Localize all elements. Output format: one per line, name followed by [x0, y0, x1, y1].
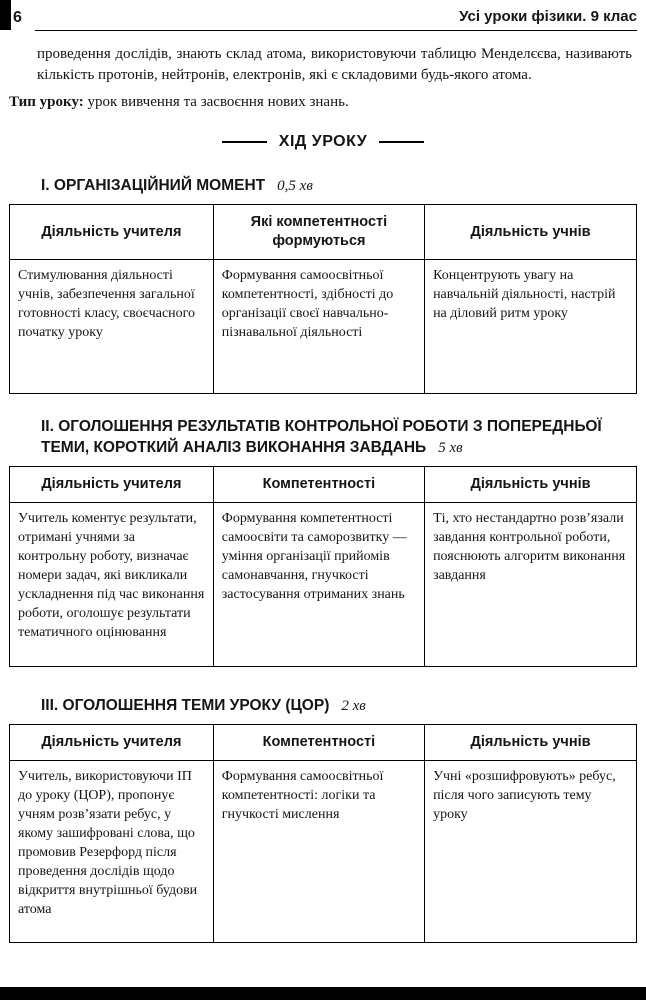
students-activity-cell: Концентрують увагу на навчальній діяльності, настрій на діловий ритм уроку — [425, 260, 637, 394]
column-header-competences: Які компетентності формуються — [213, 205, 424, 260]
column-header-teacher: Діяльність учителя — [10, 205, 214, 260]
section-title: І. ОРГАНІЗАЦІЙНИЙ МОМЕНТ — [41, 177, 266, 194]
lesson-flow-title: ХІД УРОКУ — [278, 133, 368, 150]
section-duration: 0,5 хв — [277, 178, 313, 194]
teacher-activity-cell: Учитель коментує результати, отримані учнями за контрольну роботу, визначає номери задач, які викликали ускладнення під час виконання роботи, оголошує результати тематичного оцінювання — [10, 503, 214, 667]
teacher-activity-cell: Учитель, використовуючи ІП до уроку (ЦОР), пропонує учням розв’язати ребус, у якому зашифровані слова, що промовив Резерфорд після проведення дослідів щодо відкриття внутрішньої будови атома — [10, 761, 214, 943]
section-test-results — [9, 416, 637, 667]
competences-cell: Формування компетентності самоосвіти та саморозвитку — уміння організації прийомів самонавчання, гнучкості застосування отриманих знань — [213, 503, 424, 667]
section-duration: 5 хв — [438, 440, 463, 456]
students-activity-cell: Ті, хто нестандартно розв’язали завдання контрольної роботи, пояснюють алгоритм виконання завдання — [425, 503, 637, 667]
competences-cell: Формування самоосвітньої компетентності: логіки та гнучкості мислення — [213, 761, 424, 943]
competences-cell: Формування самоосвітньої компетентності, здібності до організації своєї навчально-пізнавальної діяльності — [213, 260, 424, 394]
header-rule — [35, 8, 637, 31]
table-header-row — [10, 467, 637, 503]
intro-paragraph: проведення дослідів, знають склад атома, використовуючи таблицю Менделєєва, називають кількість протонів, нейтронів, електронів, які є складовими будь-якого атома. — [37, 46, 632, 83]
column-header-students: Діяльність учнів — [425, 205, 637, 260]
section-heading — [41, 695, 607, 717]
section-heading — [41, 416, 607, 459]
section-title: ІІ. ОГОЛОШЕННЯ РЕЗУЛЬТАТІВ КОНТРОЛЬНОЇ РОБОТИ З ПОПЕРЕДНЬОЇ ТЕМИ, КОРОТКИЙ АНАЛІЗ ВИКОНАННЯ ЗАВДАНЬ — [41, 418, 602, 456]
column-header-students: Діяльність учнів — [425, 725, 637, 761]
page-header — [0, 0, 646, 31]
column-header-competences: Компетентності — [213, 467, 424, 503]
table-row — [10, 260, 637, 394]
students-activity-cell: Учні «розшифровують» ребус, після чого записують тему уроку — [425, 761, 637, 943]
column-header-teacher: Діяльність учителя — [10, 467, 214, 503]
section-topic-announcement — [9, 695, 637, 943]
page-content — [0, 44, 646, 943]
lesson-type-line — [9, 92, 632, 113]
scan-edge-mark — [0, 0, 11, 30]
scan-bottom-bar — [0, 987, 646, 1000]
heading-rule-left — [222, 141, 267, 143]
table-header-row — [10, 725, 637, 761]
section-duration: 2 хв — [341, 698, 366, 714]
lesson-flow-heading — [9, 133, 637, 151]
running-title: Усі уроки фізики. 9 клас — [459, 8, 637, 25]
table-row — [10, 761, 637, 943]
page-number: 6 — [13, 9, 22, 26]
lesson-table — [9, 204, 637, 394]
lesson-type-label: Тип уроку: — [9, 94, 84, 110]
table-header-row — [10, 205, 637, 260]
table-row — [10, 503, 637, 667]
section-heading — [41, 175, 607, 197]
section-title: ІІІ. ОГОЛОШЕННЯ ТЕМИ УРОКУ (ЦОР) — [41, 697, 330, 714]
column-header-competences: Компетентності — [213, 725, 424, 761]
teacher-activity-cell: Стимулювання діяльності учнів, забезпечення загальної готовності класу, своєчасного початку уроку — [10, 260, 214, 394]
column-header-students: Діяльність учнів — [425, 467, 637, 503]
lesson-type-value: урок вивчення та засвоєння нових знань. — [87, 94, 349, 110]
lesson-table — [9, 724, 637, 943]
column-header-teacher: Діяльність учителя — [10, 725, 214, 761]
heading-rule-right — [379, 141, 424, 143]
lesson-table — [9, 466, 637, 667]
section-organizational-moment — [9, 175, 637, 394]
